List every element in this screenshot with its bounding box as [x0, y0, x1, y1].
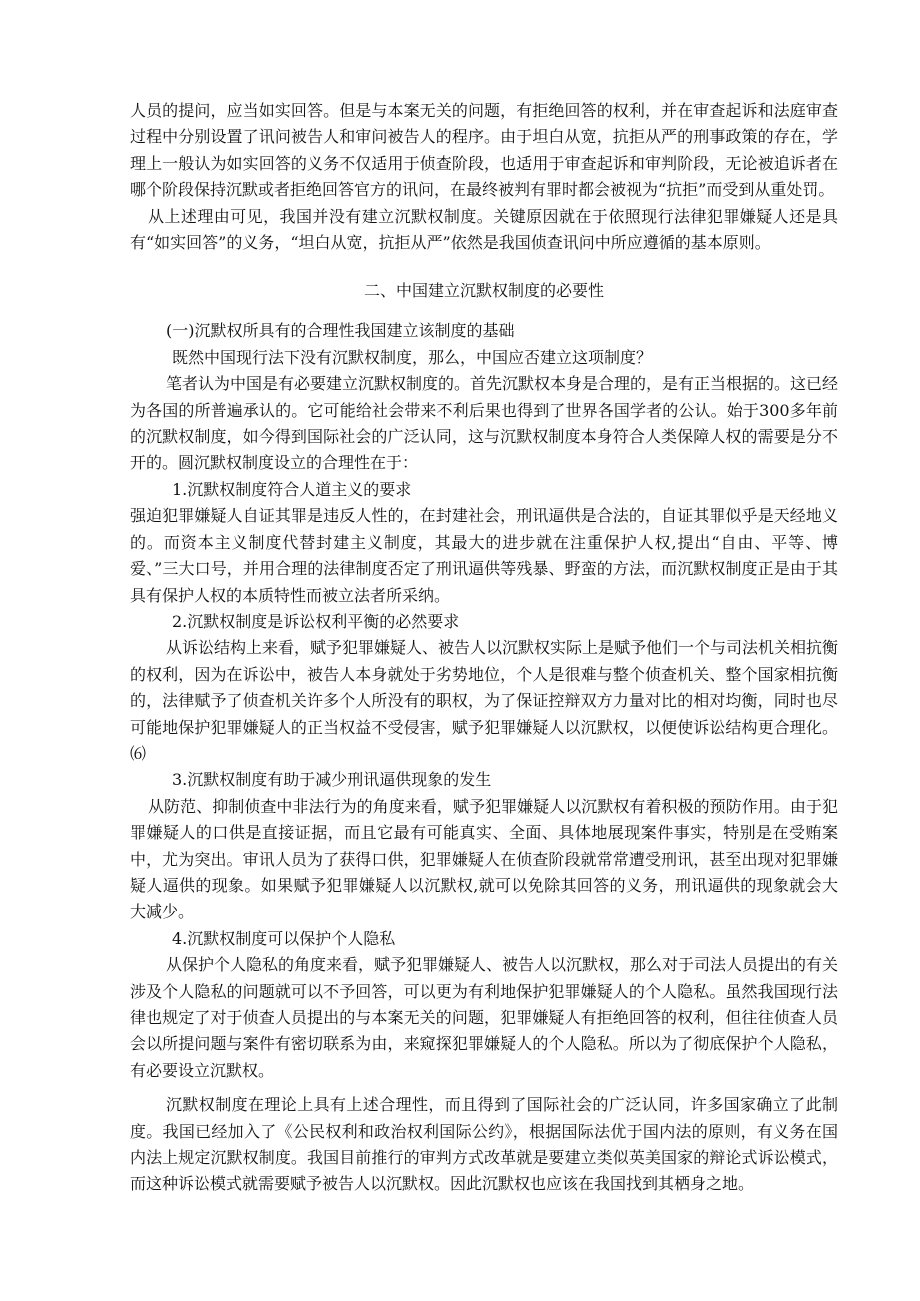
paragraph-8: 从保护个人隐私的角度来看，赋予犯罪嫌疑人、被告人以沉默权，那么对于司法人员提出的有关涉及个人隐私的问题就可以不予回答，可以更为有利地保护犯罪嫌疑人的个人隐私。虽然我国现行法律也规定了对于侦查人员提出的与本案无关的问题，犯罪嫌疑人有拒绝回答的权利，但往往侦查人员会以所提问题与案件有密切联系为由，来窥探犯罪嫌疑人的个人隐私。所以为了彻底保护个人隐私，有必要设立沉默权。	[130, 955, 839, 1080]
point-heading-3: 3.沉默权制度有助于减少刑讯逼供现象的发生	[172, 770, 492, 790]
point-heading-4: 4.沉默权制度可以保护个人隐私	[172, 928, 396, 948]
paragraph-9: 沉默权制度在理论上具有上述合理性，而且得到了国际社会的广泛认同，许多国家确立了此制度。我国已经加入了《公民权利和政治权利国际公约》，根据国际法优于国内法的原则，有义务在国内法上规定沉默权制度。我国目前推行的审判方式改革就是要建立类似英美国家的辩论式诉讼模式，而这种诉讼模式就需要赋予被告人以沉默权。因此沉默权也应该在我国找到其栖身之地。	[130, 1095, 838, 1194]
point-heading-2: 2.沉默权制度是诉讼权利平衡的必然要求	[172, 611, 460, 631]
subsection-heading-1: (一)沉默权所具有的合理性我国建立该制度的基础	[166, 321, 515, 341]
paragraph-3: 既然中国现行法下没有沉默权制度，那么，中国应否建立这项制度？	[172, 347, 653, 367]
paragraph-7: 从防范、抑制侦查中非法行为的角度来看，赋予犯罪嫌疑人以沉默权有着积极的预防作用。由于犯罪嫌疑人的口供是直接证据，而且它最有可能真实、全面、具体地展现案件事实，特别是在受贿案中，尤为突出。审讯人员为了获得口供，犯罪嫌疑人在侦查阶段就常常遭受刑讯，甚至出现对犯罪嫌疑人逼供的现象。如果赋予犯罪嫌疑人以沉默权,就可以免除其回答的义务，刑讯逼供的现象就会大大减少。	[130, 796, 838, 922]
paragraph-5: 强迫犯罪嫌疑人自证其罪是违反人性的，在封建社会，刑讯逼供是合法的，自证其罪似乎是天经地义的。而资本主义制度代替封建主义制度，其最大的进步就在注重保护人权,提出“自由、平等、博爱、”三大口号，并用合理的法律制度否定了刑讯逼供等残暴、野蛮的方法，而沉默权制度正是由于其具有保护人权的本质特性而被立法者所采纳。	[130, 506, 838, 605]
paragraph-1: 人员的提问，应当如实回答。但是与本案无关的问题，有拒绝回答的权利，并在审查起诉和法庭审查过程中分别设置了讯问被告人和审问被告人的程序。由于坦白从宽，抗拒从严的刑事政策的存在，学理上一般认为如实回答的义务不仅适用于侦查阶段，也适用于审查起诉和审判阶段，无论被追诉者在哪个阶段保持沉默或者拒绝回答官方的讯问，在最终被判有罪时都会被视为“抗拒”而受到从重处罚。	[130, 101, 838, 200]
paragraph-4: 笔者认为中国是有必要建立沉默权制度的。首先沉默权本身是合理的，是有正当根据的。这已经为各国的所普遍承认的。它可能给社会带来不利后果也得到了世界各国学者的公认。始于300多年前的沉默权制度，如今得到国际社会的广泛认同，这与沉默权制度本身符合人类保障人权的需要是分不开的。圆沉默权制度设立的合理性在于：	[130, 374, 839, 473]
section-title: 二、中国建立沉默权制度的必要性	[363, 281, 604, 301]
paragraph-2: 从上述理由可见，我国并没有建立沉默权制度。关键原因就在于依照现行法律犯罪嫌疑人还是具有“如实回答”的义务，“坦白从宽，抗拒从严”依然是我国侦查讯问中所应遵循的基本原则。	[130, 206, 838, 253]
paragraph-6: 从诉讼结构上来看，赋予犯罪嫌疑人、被告人以沉默权实际上是赋予他们一个与司法机关相抗衡的权利，因为在诉讼中，被告人本身就处于劣势地位，个人是很难与整个侦查机关、整个国家相抗衡的，法律赋予了侦查机关许多个人所没有的职权，为了保证控辩双方力量对比的相对均衡，同时也尽可能地保护犯罪嫌疑人的正当权益不受侵害，赋予犯罪嫌疑人以沉默权，以便使诉讼结构更合理化。⑹	[130, 638, 839, 763]
point-heading-1: 1.沉默权制度符合人道主义的要求	[172, 479, 412, 499]
document-page	[130, 98, 838, 1198]
